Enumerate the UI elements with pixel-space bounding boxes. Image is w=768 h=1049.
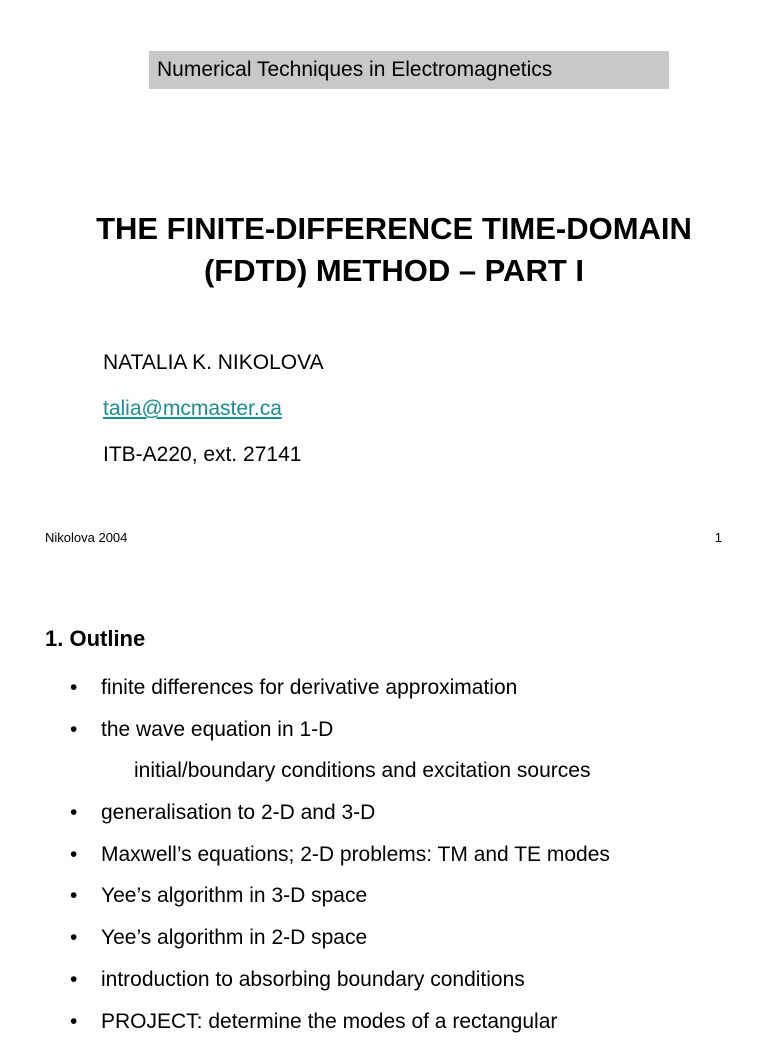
- outline-item-text: PROJECT: determine the modes of a rectangular: [101, 1008, 557, 1036]
- outline-item: [0, 966, 768, 1008]
- outline-item-text: Yee’s algorithm in 3-D space: [101, 882, 367, 910]
- outline-item-text: introduction to absorbing boundary conditions: [101, 966, 525, 994]
- outline-item: [0, 716, 768, 758]
- author-name: NATALIA K. NIKOLOVA: [103, 350, 324, 396]
- outline-item: [0, 799, 768, 841]
- bullet-icon: •: [70, 1008, 77, 1036]
- author-email-row: [103, 396, 324, 442]
- outline-subitem: [0, 757, 768, 799]
- bullet-icon: •: [70, 882, 77, 910]
- title-line-1: THE FINITE-DIFFERENCE TIME-DOMAIN: [0, 208, 768, 250]
- footer-author-year: Nikolova 2004: [45, 530, 127, 546]
- outline-subitem-text: initial/boundary conditions and excitation sources: [134, 757, 590, 785]
- outline-list: [0, 674, 768, 1049]
- outline-item: [0, 674, 768, 716]
- outline-item: [0, 882, 768, 924]
- outline-item-text: Maxwell’s equations; 2-D problems: TM and TE modes: [101, 841, 610, 869]
- author-office: ITB-A220, ext. 27141: [103, 442, 324, 488]
- course-header: [149, 51, 669, 89]
- outline-item-text: Yee’s algorithm in 2-D space: [101, 924, 367, 952]
- author-info: [103, 350, 324, 488]
- page-number: 1: [715, 530, 722, 546]
- outline-item: [0, 841, 768, 883]
- outline-item: [0, 1008, 768, 1049]
- bullet-icon: •: [70, 716, 77, 744]
- outline-heading: 1. Outline: [45, 625, 145, 653]
- document-title: [0, 208, 768, 292]
- outline-item-text: finite differences for derivative approximation: [101, 674, 517, 702]
- title-line-2: (FDTD) METHOD – PART I: [0, 250, 768, 292]
- outline-item: [0, 924, 768, 966]
- bullet-icon: •: [70, 924, 77, 952]
- bullet-icon: •: [70, 674, 77, 702]
- author-email-link[interactable]: talia@mcmaster.ca: [103, 397, 282, 420]
- bullet-icon: •: [70, 799, 77, 827]
- course-title: Numerical Techniques in Electromagnetics: [157, 57, 552, 83]
- outline-item-text: generalisation to 2-D and 3-D: [101, 799, 375, 827]
- bullet-icon: •: [70, 966, 77, 994]
- outline-item-text: the wave equation in 1-D: [101, 716, 333, 744]
- bullet-icon: •: [70, 841, 77, 869]
